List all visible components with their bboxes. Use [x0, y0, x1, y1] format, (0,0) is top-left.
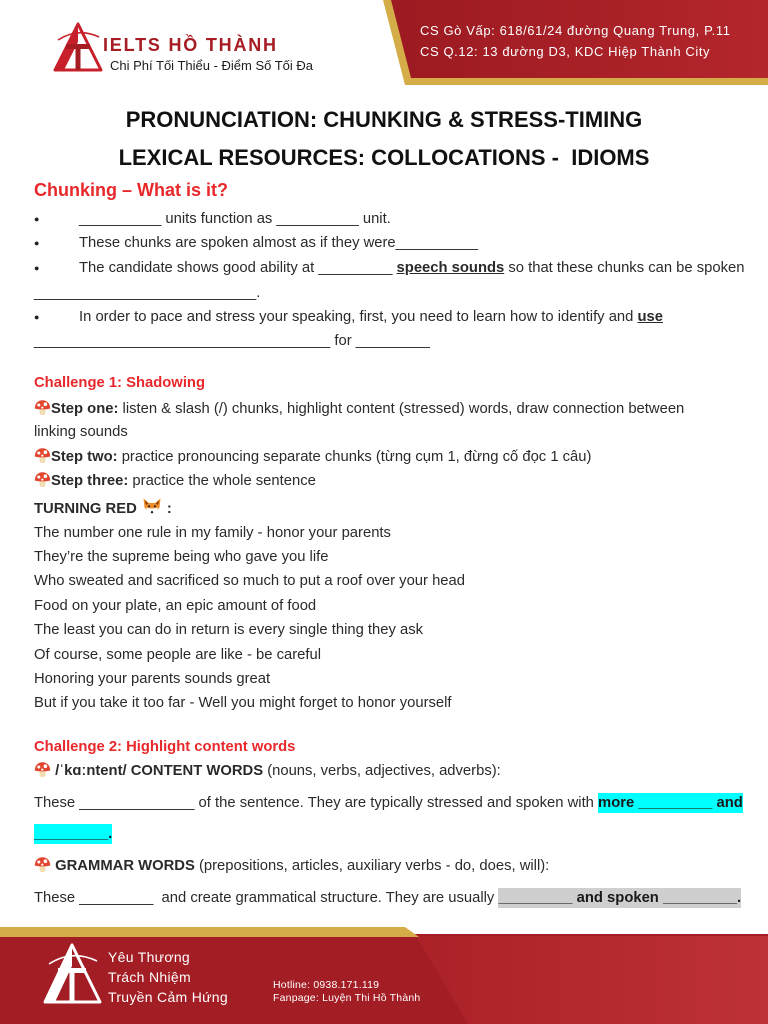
bullet-text: These chunks are spoken almost as if they were__________: [79, 235, 478, 251]
page-title-line-1: PRONUNCIATION: CHUNKING & STRESS-TIMING: [125, 107, 643, 132]
challenge-2-heading: Challenge 2: Highlight content words: [34, 739, 296, 755]
text-segment: The candidate shows good ability at _________: [79, 260, 397, 276]
step-label: Step three:: [51, 473, 129, 489]
footer-slogan: Trách Nhiệm: [108, 969, 191, 985]
step-label: Step two:: [51, 449, 118, 465]
text-segment: In order to pace and stress your speaking, first, you need to learn how to identify and: [79, 309, 638, 325]
phonetic-transcription: /ˈkɑːntent/: [51, 763, 127, 779]
mushroom-icon: [34, 761, 51, 778]
bullet-continuation: ____________________________________ for _________: [34, 333, 430, 349]
triangle-t-logo-icon: [55, 24, 101, 70]
grammar-words-sentence: [34, 888, 741, 908]
bullet-dot: ●: [34, 238, 40, 248]
song-title: [34, 497, 172, 519]
footer-fanpage: Fanpage: Luyện Thi Hồ Thành: [273, 992, 421, 1004]
mushroom-icon: [34, 447, 51, 464]
brand-tagline: Chi Phí Tối Thiểu - Điểm Số Tối Đa: [110, 58, 314, 73]
highlighted-blank: _________.: [34, 826, 113, 842]
highlighted-blank: more _________ and: [598, 795, 743, 811]
mushroom-icon: [34, 399, 51, 416]
grammar-words-desc: (prepositions, articles, auxiliary verbs - do, does, will):: [194, 858, 550, 874]
step-label: Step one:: [51, 401, 119, 417]
song-title-text: TURNING RED: [34, 501, 137, 517]
brand-name: IELTS HỒ THÀNH: [103, 35, 278, 55]
text-segment: These ______________ of the sentence. They are typically stressed and spoken with: [34, 795, 599, 811]
challenge-1-heading: Challenge 1: Shadowing: [34, 375, 206, 391]
footer-gold-stripe: [0, 927, 419, 937]
content-words-heading: [34, 761, 501, 781]
content-words-desc: (nouns, verbs, adjectives, adverbs):: [263, 763, 501, 779]
step-one: [34, 399, 684, 419]
bullet-continuation: ___________________________.: [34, 285, 261, 301]
emphasis-term: use: [637, 309, 663, 325]
lyric-line: The least you can do in return is every single thing they ask: [34, 622, 424, 638]
song-title-suffix: :: [162, 501, 172, 517]
step-one-continuation: linking sounds: [34, 424, 128, 440]
step-text: practice pronouncing separate chunks (từng cụm 1, đừng cố đọc 1 câu): [117, 449, 592, 465]
step-two: [34, 447, 591, 467]
lyric-line: Honoring your parents sounds great: [34, 671, 271, 687]
chunking-heading: Chunking – What is it?: [34, 180, 228, 200]
lyric-line: Who sweated and sacrificed so much to put a roof over your head: [34, 573, 465, 589]
fox-icon: [142, 497, 162, 517]
bullet-text: [79, 258, 744, 278]
lyric-line: The number one rule in my family - honor your parents: [34, 525, 391, 541]
grammar-words-label: GRAMMAR WORDS: [51, 858, 195, 874]
bullet-dot: ●: [34, 214, 40, 224]
text-segment: These _________ and create grammatical structure. They are usually: [34, 890, 499, 906]
mushroom-icon: [34, 471, 51, 488]
branch-address-q12: CS Q.12: 13 đường D3, KDC Hiệp Thành City: [420, 44, 711, 59]
content-words-continuation: [34, 824, 112, 844]
lyric-line: Food on your plate, an epic amount of food: [34, 598, 317, 614]
bullet-text: __________ units function as __________ unit.: [79, 211, 391, 227]
content-words-label: CONTENT WORDS: [126, 763, 264, 779]
footer-slogan: Yêu Thương: [108, 949, 191, 965]
bullet-text: [79, 307, 663, 327]
footer-hotline: Hotline: 0938.171.119: [273, 979, 380, 991]
lyric-line: Of course, some people are like - be careful: [34, 647, 322, 663]
lyric-line: But if you take it too far - Well you might forget to honor yourself: [34, 695, 452, 711]
lyric-line: They’re the supreme being who gave you life: [34, 549, 329, 565]
footer-slogan: Truyền Cảm Hứng: [108, 989, 228, 1005]
step-text: practice the whole sentence: [128, 473, 316, 489]
page-title-line-2: LEXICAL RESOURCES: COLLOCATIONS - IDIOMS: [118, 145, 650, 170]
bullet-dot: ●: [34, 312, 40, 322]
bullet-dot: ●: [34, 263, 40, 273]
text-segment: so that these chunks can be spoken: [504, 260, 745, 276]
emphasis-term: speech sounds: [396, 260, 505, 276]
step-text: listen & slash (/) chunks, highlight content (stressed) words, draw connection between: [118, 401, 685, 417]
highlighted-blank: _________ and spoken _________.: [498, 890, 742, 906]
grammar-words-heading: [34, 856, 549, 876]
footer-banner-light: [416, 936, 768, 1024]
branch-address-go-vap: CS Gò Vấp: 618/61/24 đường Quang Trung, P.11: [420, 23, 731, 38]
content-words-sentence: [34, 793, 743, 813]
step-three: [34, 471, 316, 491]
mushroom-icon: [34, 856, 51, 873]
